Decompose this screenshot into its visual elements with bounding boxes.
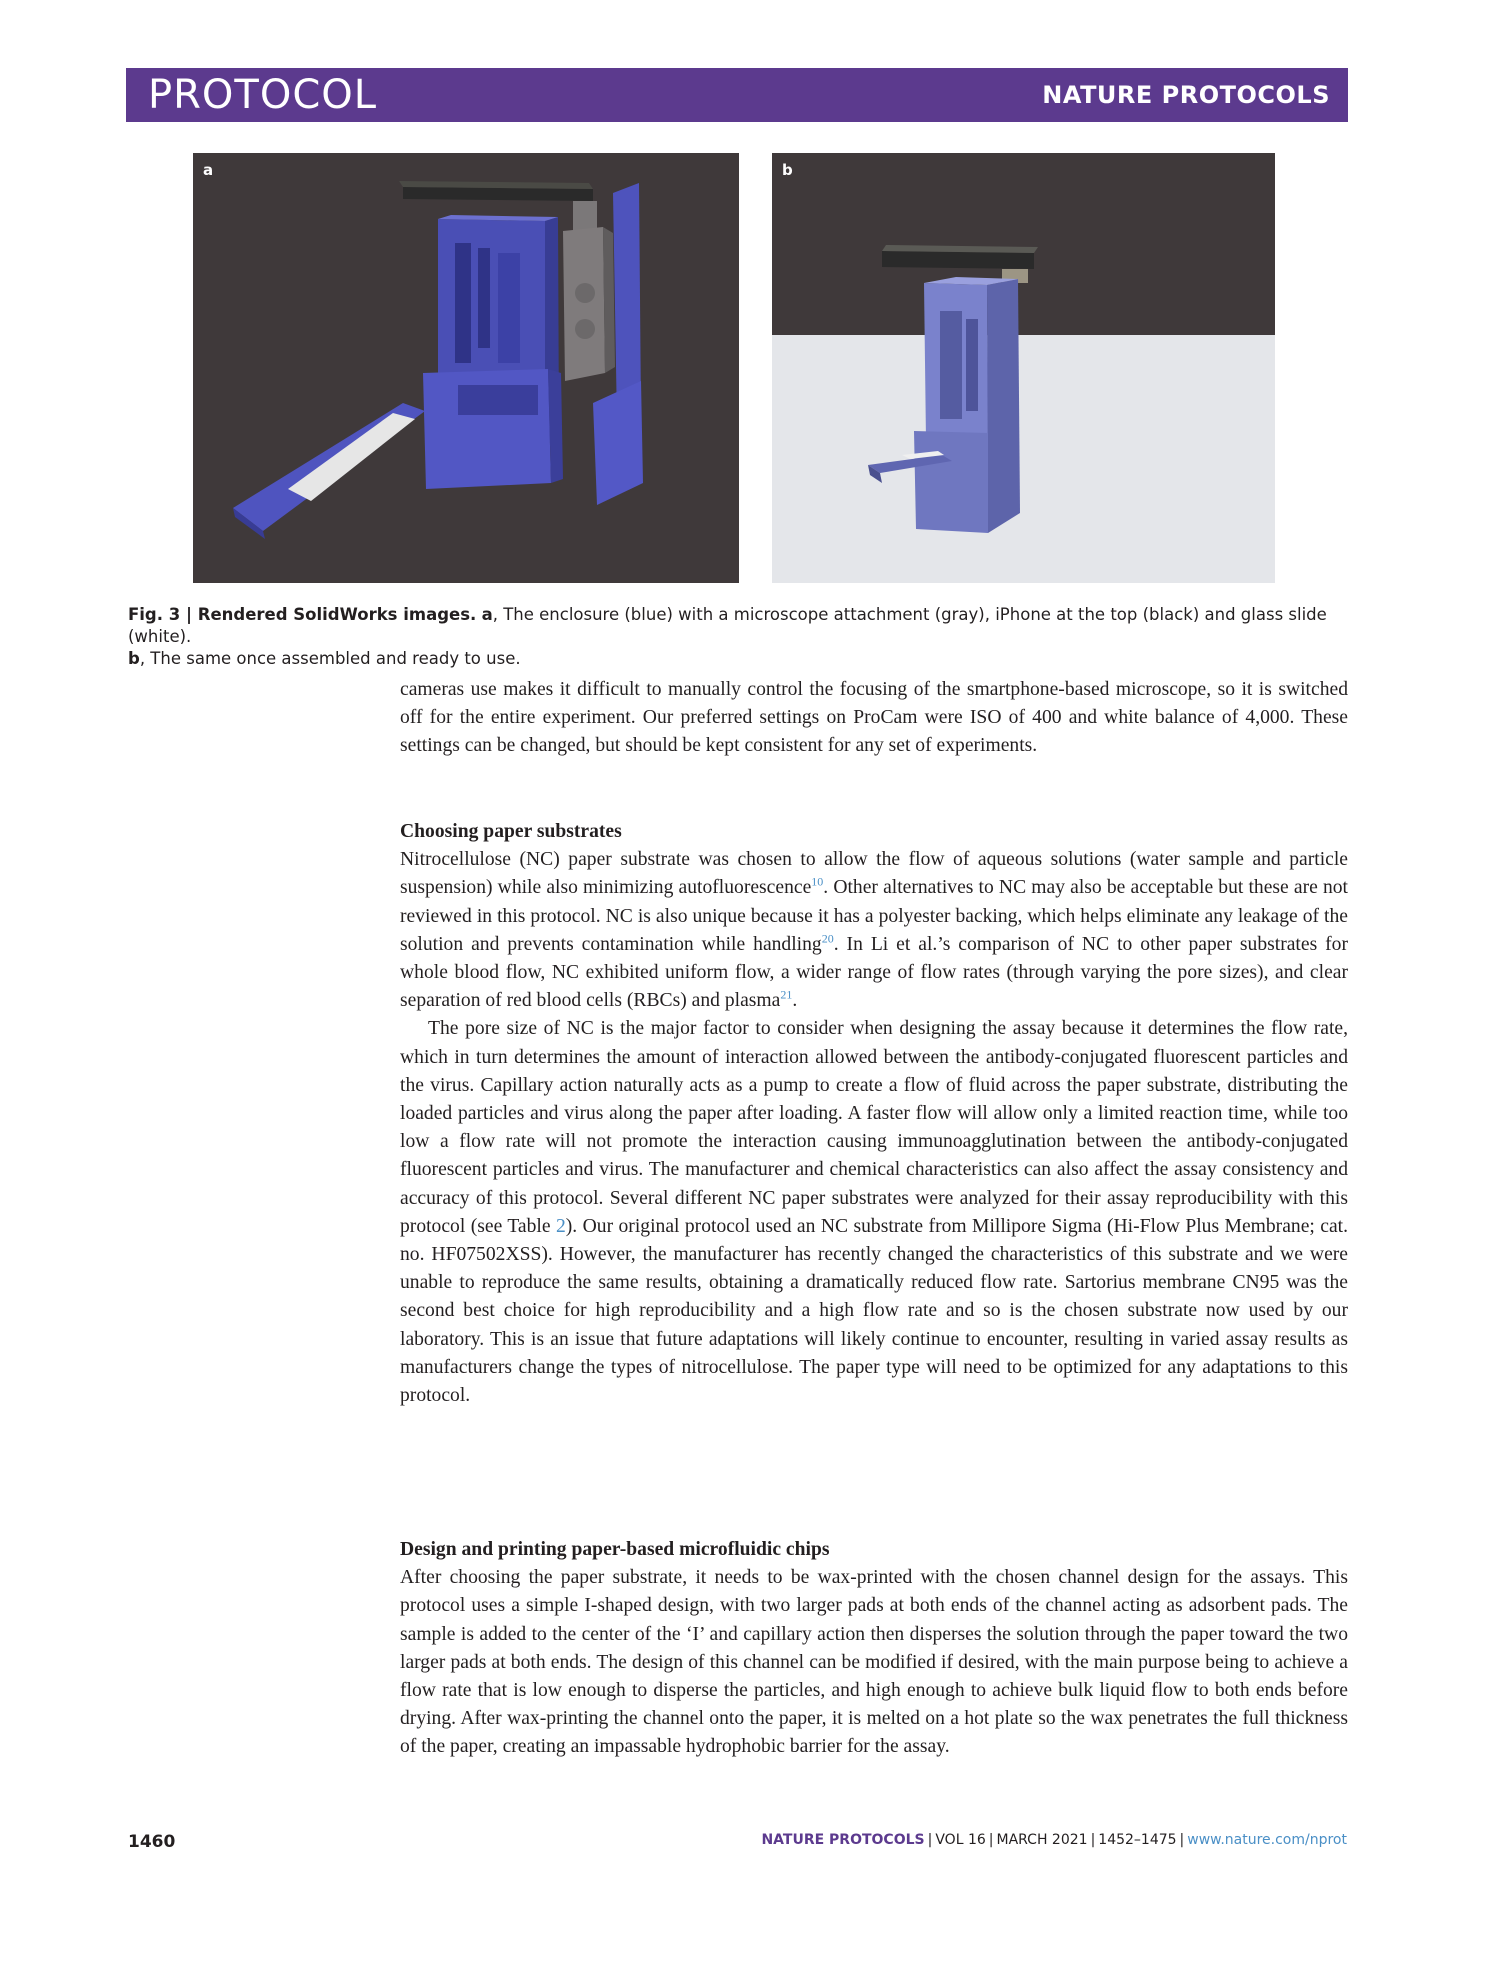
section-label: PROTOCOL [148,72,378,118]
footer-journal: NATURE PROTOCOLS [761,1832,925,1848]
subheading-design-printing: Design and printing paper-based microfluidic chips [400,1539,830,1560]
caption-b-letter: b [128,649,140,668]
page-number: 1460 [128,1832,176,1852]
panel-a-render [193,153,739,583]
citation-21[interactable]: 21 [780,987,793,1002]
paragraph-4: After choosing the paper substrate, it needs to be wax-printed with the chosen channel design for the assays. This protocol uses a simple I-shaped design, with two larger pads at both ends of the channel acting as adsorbent pads. The sample is added to the center of the ‘I’ and capillary action then disperses the solution through the paper toward the two larger pads at both ends. The design of this channel can be modified if desired, with the main purpose being to achieve a flow rate that is low enough to disperse the particles, and high enough to achieve bulk liquid flow to both ends before drying. After wax-printing the channel onto the paper, it is melted on a hot plate so the wax penetrates the full thickness of the paper, creating an impassable hydrophobic barrier for the assay. [400,1567,1348,1758]
figure-caption-label: Fig. 3 | Rendered SolidWorks images. [128,605,477,624]
citation-10[interactable]: 10 [811,874,824,889]
footer-citation: NATURE PROTOCOLS | VOL 16 | MARCH 2021 | 1452–1475 | www.nature.com/nprot [761,1832,1347,1848]
figure-caption [128,604,1348,670]
paragraph-2-part-a: Nitrocellulose (NC) paper substrate was chosen to allow the flow of aqueous solutions (water sample and particle suspension) while also minimizing autofluorescence [400,849,1348,899]
section-choosing-paper [400,818,1348,1410]
caption-a-text: , The enclosure (blue) with a microscope attachment (gray), iPhone at the top (black) and glass slide (white). [128,605,1327,646]
section-design-printing [400,1536,1348,1762]
paragraph-2 [400,846,1348,1015]
paragraph-3-part-a: The pore size of NC is the major factor to consider when designing the assay because it determines the flow rate, which in turn determines the amount of interaction allowed between the antibody-conjugated fluorescent particles and the virus. Capillary action naturally acts as a pump to create a flow of fluid across the paper substrate, distributing the loaded particles and virus along the paper after loading. A faster flow will allow only a limited reaction time, while too low a flow rate will not promote the interaction causing immunoagglutination between the antibody-conjugated fluorescent particles and virus. The manufacturer and chemical characteristics can also affect the assay consistency and accuracy of this protocol. Several different NC paper substrates were analyzed for their assay reproducibility with this protocol (see Table [400,1018,1348,1237]
panel-a-label: a [203,161,214,179]
paragraph-2-part-b: . Other alternatives to NC may also be acceptable but these are not reviewed in this protocol. NC is also unique because it has a polyester backing, which helps eliminate any leakage of the solution and prevents contamination while handling [400,877,1348,955]
footer-volume: VOL 16 [935,1832,986,1848]
panel-b-label: b [782,161,793,179]
paragraph-1-text: cameras use makes it difficult to manually control the focusing of the smartphone-based microscope, so it is switched off for the entire experiment. Our preferred settings on ProCam were ISO of 400 and white balance of 4,000. These settings can be changed, but should be kept consistent for any set of experiments. [400,679,1348,757]
footer-url-link[interactable]: www.nature.com/nprot [1187,1832,1347,1848]
caption-a-letter: a [481,605,493,624]
paragraph-1 [400,676,1348,761]
paragraph-3 [400,1015,1348,1410]
caption-b-text: , The same once assembled and ready to use. [139,649,521,668]
footer-pages: 1452–1475 [1098,1832,1177,1848]
header-bar [126,68,1348,122]
paragraph-2-part-c: . In Li et al.’s comparison of NC to other paper substrates for whole blood flow, NC exhibited uniform flow, a wider range of flow rates (through varying the pore sizes), and clear separation of red blood cells (RBCs) and plasma [400,933,1348,1012]
citation-20[interactable]: 20 [821,931,834,946]
panel-b-render [772,153,1275,583]
paragraph-2-part-d: . [792,990,798,1012]
figure-panel-a [193,153,739,583]
table-2-link[interactable]: 2 [555,1215,566,1237]
subheading-choosing-paper: Choosing paper substrates [400,821,622,842]
paragraph-3-part-b: ). Our original protocol used an NC substrate from Millipore Sigma (Hi-Flow Plus Membrane; cat. no. HF07502XSS). However, the manufacturer has recently changed the characteristics of this substrate and we were unable to reproduce the same results, obtaining a dramatically reduced flow rate. Sartorius membrane CN95 was the second best choice for high reproducibility and a high flow rate and so is the chosen substrate now used by our laboratory. This is an issue that future adaptations will likely continue to encounter, resulting in varied assay results as manufacturers change the types of nitrocellulose. The paper type will need to be optimized for any adaptations to this protocol. [400,1215,1348,1407]
journal-name: NATURE PROTOCOLS [1042,81,1330,109]
footer-date: MARCH 2021 [996,1832,1088,1848]
figure-panel-b [772,153,1275,583]
